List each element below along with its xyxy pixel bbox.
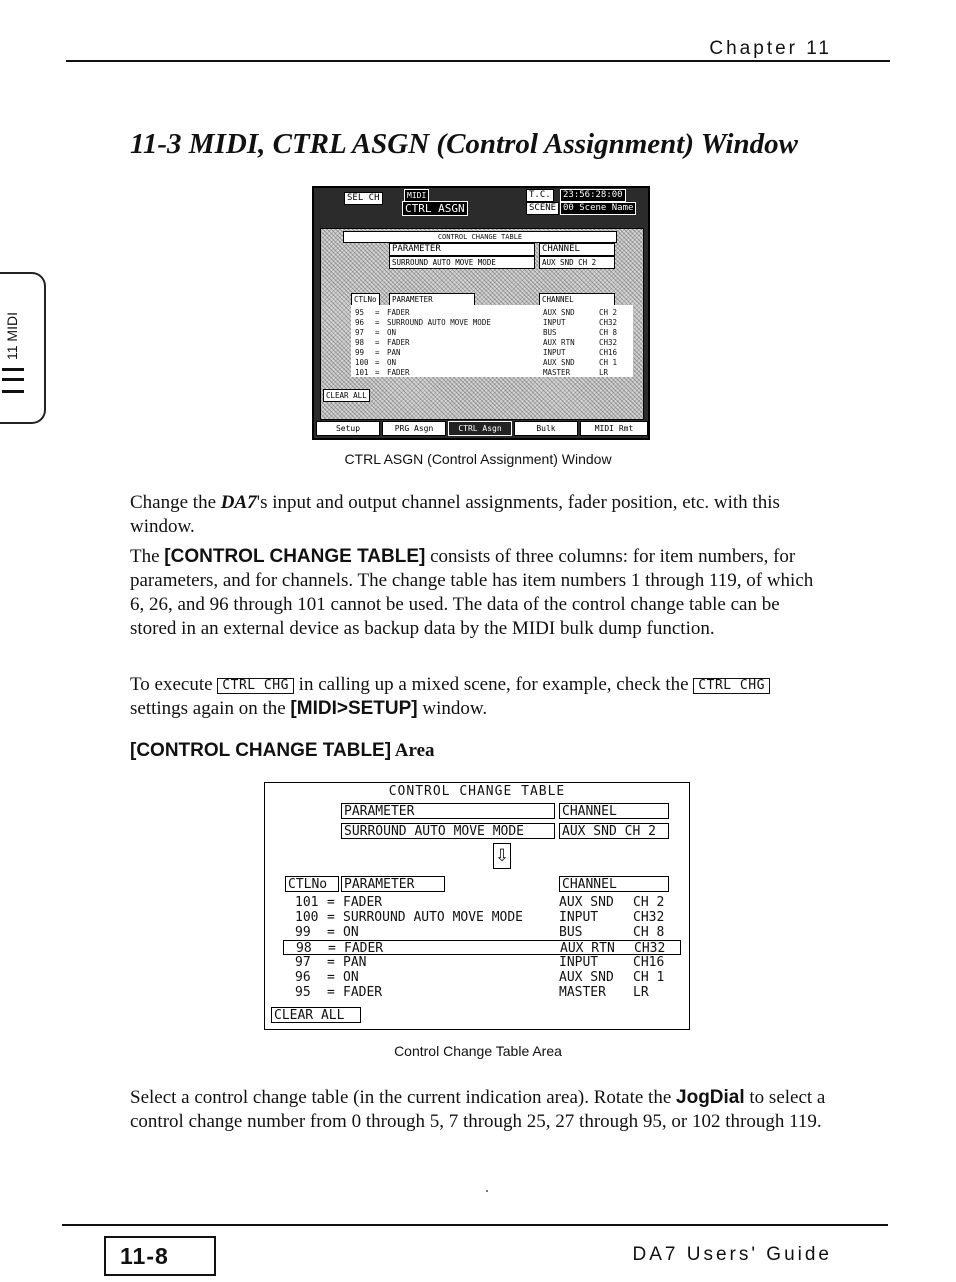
parameter-value: ON (343, 970, 359, 985)
footer-rule (62, 1224, 888, 1226)
parameter-value: SURROUND AUTO MOVE MODE (343, 910, 524, 925)
equals-sign: = (327, 925, 335, 940)
cct-current-channel[interactable]: AUX SND CH 2 (559, 823, 669, 839)
ctl-number: 98 (296, 941, 312, 956)
side-tab-label: 11 MIDI (4, 312, 20, 360)
tab-bulk[interactable]: Bulk (514, 421, 578, 436)
channel-number: CH32 (634, 941, 666, 956)
side-tab-mark (2, 378, 24, 381)
term-jogdial: JogDial (676, 1087, 745, 1108)
parameter-value: FADER (387, 338, 410, 347)
paragraph (130, 1086, 830, 1134)
page-number: 11-8 (104, 1236, 216, 1276)
parameter-value: FADER (343, 895, 383, 910)
equals-sign: = (375, 338, 380, 347)
lcd-parameter-label: PARAMETER (389, 243, 535, 256)
channel-number: CH 8 (599, 328, 618, 337)
side-tab-mark (2, 368, 24, 371)
guide-title: DA7 Users' Guide (632, 1244, 832, 1265)
channel-type: AUX SND (543, 308, 575, 317)
parameter-value: FADER (344, 941, 384, 956)
tab-setup[interactable]: Setup (316, 421, 380, 436)
text: consists of three columns: for item numbers, for parameters, and for channels. The change table has item numbers 1 through 119, of which 6, 26, and 96 through 101 cannot be used. The data of the control change table can be stored in an external device as backup data by the MIDI bulk dump function. (130, 546, 814, 639)
channel-number: CH 2 (633, 895, 665, 910)
channel-type: AUX SND (559, 895, 614, 910)
parameter-value: ON (387, 328, 397, 337)
text: Select a control change table (in the current indication area). Rotate the (130, 1087, 677, 1108)
cct-col-parameter: PARAMETER (341, 876, 445, 892)
ctl-number: 95 (295, 985, 311, 1000)
control-change-table (264, 782, 690, 1030)
parameter-value: ON (343, 925, 359, 940)
table-row[interactable] (353, 318, 629, 328)
cct-col-ctlno: CTLNo (285, 876, 339, 892)
lcd-control-change-table (320, 228, 644, 420)
ctl-number: 99 (355, 348, 365, 357)
lcd-current-channel[interactable]: AUX SND CH 2 (539, 256, 615, 269)
ctl-number: 99 (295, 925, 311, 940)
tab-midi-rmt[interactable]: MIDI Rmt (580, 421, 648, 436)
lcd-col-channel: CHANNEL (539, 293, 615, 306)
table-row[interactable] (283, 910, 681, 925)
ctl-number: 100 (355, 358, 369, 367)
table-row[interactable] (283, 985, 681, 1000)
tab-ctrl-asgn[interactable]: CTRL Asgn (448, 421, 512, 436)
channel-type: AUX RTN (560, 941, 615, 956)
ctl-number: 95 (355, 308, 365, 317)
menu-top-label: MIDI (404, 189, 429, 202)
channel-number: LR (599, 368, 609, 377)
channel-type: INPUT (559, 955, 599, 970)
figure-caption: Control Change Table Area (394, 1043, 562, 1059)
channel-type: INPUT (543, 348, 566, 357)
table-row[interactable] (283, 895, 681, 910)
term-midi-setup: [MIDI>SETUP] (290, 698, 418, 719)
parameter-value: FADER (387, 308, 410, 317)
channel-type: MASTER (543, 368, 571, 377)
term-control-change-table: [CONTROL CHANGE TABLE] (164, 546, 426, 567)
area-heading-term: [CONTROL CHANGE TABLE] (130, 740, 392, 761)
ctrl-chg-key: CTRL CHG (217, 678, 294, 694)
channel-type: INPUT (559, 910, 599, 925)
channel-number: CH16 (633, 955, 665, 970)
cct-parameter-label: PARAMETER (341, 803, 555, 819)
table-row[interactable] (353, 338, 629, 348)
equals-sign: = (375, 308, 380, 317)
table-row[interactable] (353, 348, 629, 358)
ctl-number: 96 (295, 970, 311, 985)
area-heading (130, 740, 435, 762)
ctrl-asgn-screen (312, 186, 650, 440)
table-row[interactable] (283, 925, 681, 940)
text: settings again on the (130, 698, 291, 719)
channel-type: AUX SND (559, 970, 614, 985)
table-row[interactable] (283, 970, 681, 985)
equals-sign: = (375, 368, 380, 377)
equals-sign: = (327, 955, 335, 970)
text: to select a control change number from 0 through 5, 7 through 25, 27 through 95, or 102 through 119. (130, 1087, 826, 1132)
text: To execute (130, 674, 218, 695)
down-arrow-icon: ⇩ (493, 843, 511, 869)
table-row[interactable] (353, 328, 629, 338)
table-row[interactable] (283, 955, 681, 970)
parameter-value: ON (387, 358, 397, 367)
ctl-number: 101 (355, 368, 369, 377)
channel-type: AUX RTN (543, 338, 575, 347)
channel-type: BUS (559, 925, 583, 940)
section-title: 11-3 MIDI, CTRL ASGN (Control Assignment) Window (130, 128, 798, 160)
cct-current-parameter[interactable]: SURROUND AUTO MOVE MODE (341, 823, 555, 839)
side-tab-mark (2, 390, 24, 393)
equals-sign: = (327, 895, 335, 910)
channel-type: INPUT (543, 318, 566, 327)
cct-channel-label: CHANNEL (559, 803, 669, 819)
text: Change the (130, 492, 221, 513)
table-row[interactable] (353, 368, 629, 378)
lcd-clear-all-button[interactable]: CLEAR ALL (323, 389, 370, 402)
scene-value: 00 Scene Name (560, 202, 636, 215)
paragraph (130, 491, 830, 539)
channel-number: CH 1 (599, 358, 618, 367)
equals-sign: = (375, 358, 380, 367)
parameter-value: FADER (387, 368, 410, 377)
chapter-header: Chapter 11 (709, 38, 832, 59)
sel-ch-button[interactable]: SEL CH (344, 192, 383, 205)
channel-number: LR (633, 985, 649, 1000)
ctrl-chg-key: CTRL CHG (693, 678, 770, 694)
channel-number: CH32 (633, 910, 665, 925)
equals-sign: = (327, 910, 335, 925)
channel-type: AUX SND (543, 358, 575, 367)
equals-sign: = (375, 348, 380, 357)
equals-sign: = (375, 328, 380, 337)
text: 's input and output channel assignments, fader position, etc. with this window. (130, 492, 780, 537)
menu-title-label: CTRL ASGN (402, 201, 468, 216)
tab-prg-asgn[interactable]: PRG Asgn (382, 421, 446, 436)
area-heading-suffix: Area (391, 740, 435, 761)
channel-number: CH 1 (633, 970, 665, 985)
figure-caption: CTRL ASGN (Control Assignment) Window (344, 451, 612, 467)
lcd-channel-label: CHANNEL (539, 243, 615, 256)
stray-mark (486, 1190, 488, 1192)
text: window. (417, 698, 488, 719)
equals-sign: = (327, 985, 335, 1000)
paragraph (130, 673, 830, 721)
channel-type: MASTER (559, 985, 606, 1000)
cct-title: CONTROL CHANGE TABLE (265, 783, 689, 801)
scene-label: SCENE (526, 202, 559, 215)
ctl-number: 97 (355, 328, 365, 337)
parameter-value: PAN (343, 955, 367, 970)
channel-number: CH32 (599, 318, 618, 327)
channel-number: CH16 (599, 348, 618, 357)
text: in calling up a mixed scene, for example, check the (293, 674, 694, 695)
tc-value: 23:56:28:00 (560, 189, 626, 202)
tc-label: T.C. (526, 189, 554, 202)
lcd-col-ctlno: CTLNo (351, 293, 380, 306)
paragraph (130, 545, 830, 641)
clear-all-button[interactable]: CLEAR ALL (271, 1007, 361, 1023)
channel-number: CH 8 (633, 925, 665, 940)
ctl-number: 98 (355, 338, 365, 347)
lcd-current-parameter[interactable]: SURROUND AUTO MOVE MODE (389, 256, 535, 269)
cct-col-channel: CHANNEL (559, 876, 669, 892)
parameter-value: PAN (387, 348, 401, 357)
product-name: DA7 (220, 492, 257, 513)
channel-number: CH32 (599, 338, 618, 347)
table-row[interactable] (283, 940, 681, 955)
channel-number: CH 2 (599, 308, 618, 317)
ctl-number: 100 (295, 910, 319, 925)
table-row[interactable] (353, 308, 629, 318)
equals-sign: = (327, 970, 335, 985)
channel-type: BUS (543, 328, 557, 337)
header-rule (66, 60, 890, 62)
equals-sign: = (328, 941, 336, 956)
ctl-number: 101 (295, 895, 319, 910)
equals-sign: = (375, 318, 380, 327)
ctl-number: 96 (355, 318, 365, 327)
lcd-table-title: CONTROL CHANGE TABLE (343, 231, 617, 243)
parameter-value: SURROUND AUTO MOVE MODE (387, 318, 491, 327)
ctl-number: 97 (295, 955, 311, 970)
lcd-col-parameter: PARAMETER (389, 293, 475, 306)
table-row[interactable] (353, 358, 629, 368)
parameter-value: FADER (343, 985, 383, 1000)
text: The (130, 546, 165, 567)
